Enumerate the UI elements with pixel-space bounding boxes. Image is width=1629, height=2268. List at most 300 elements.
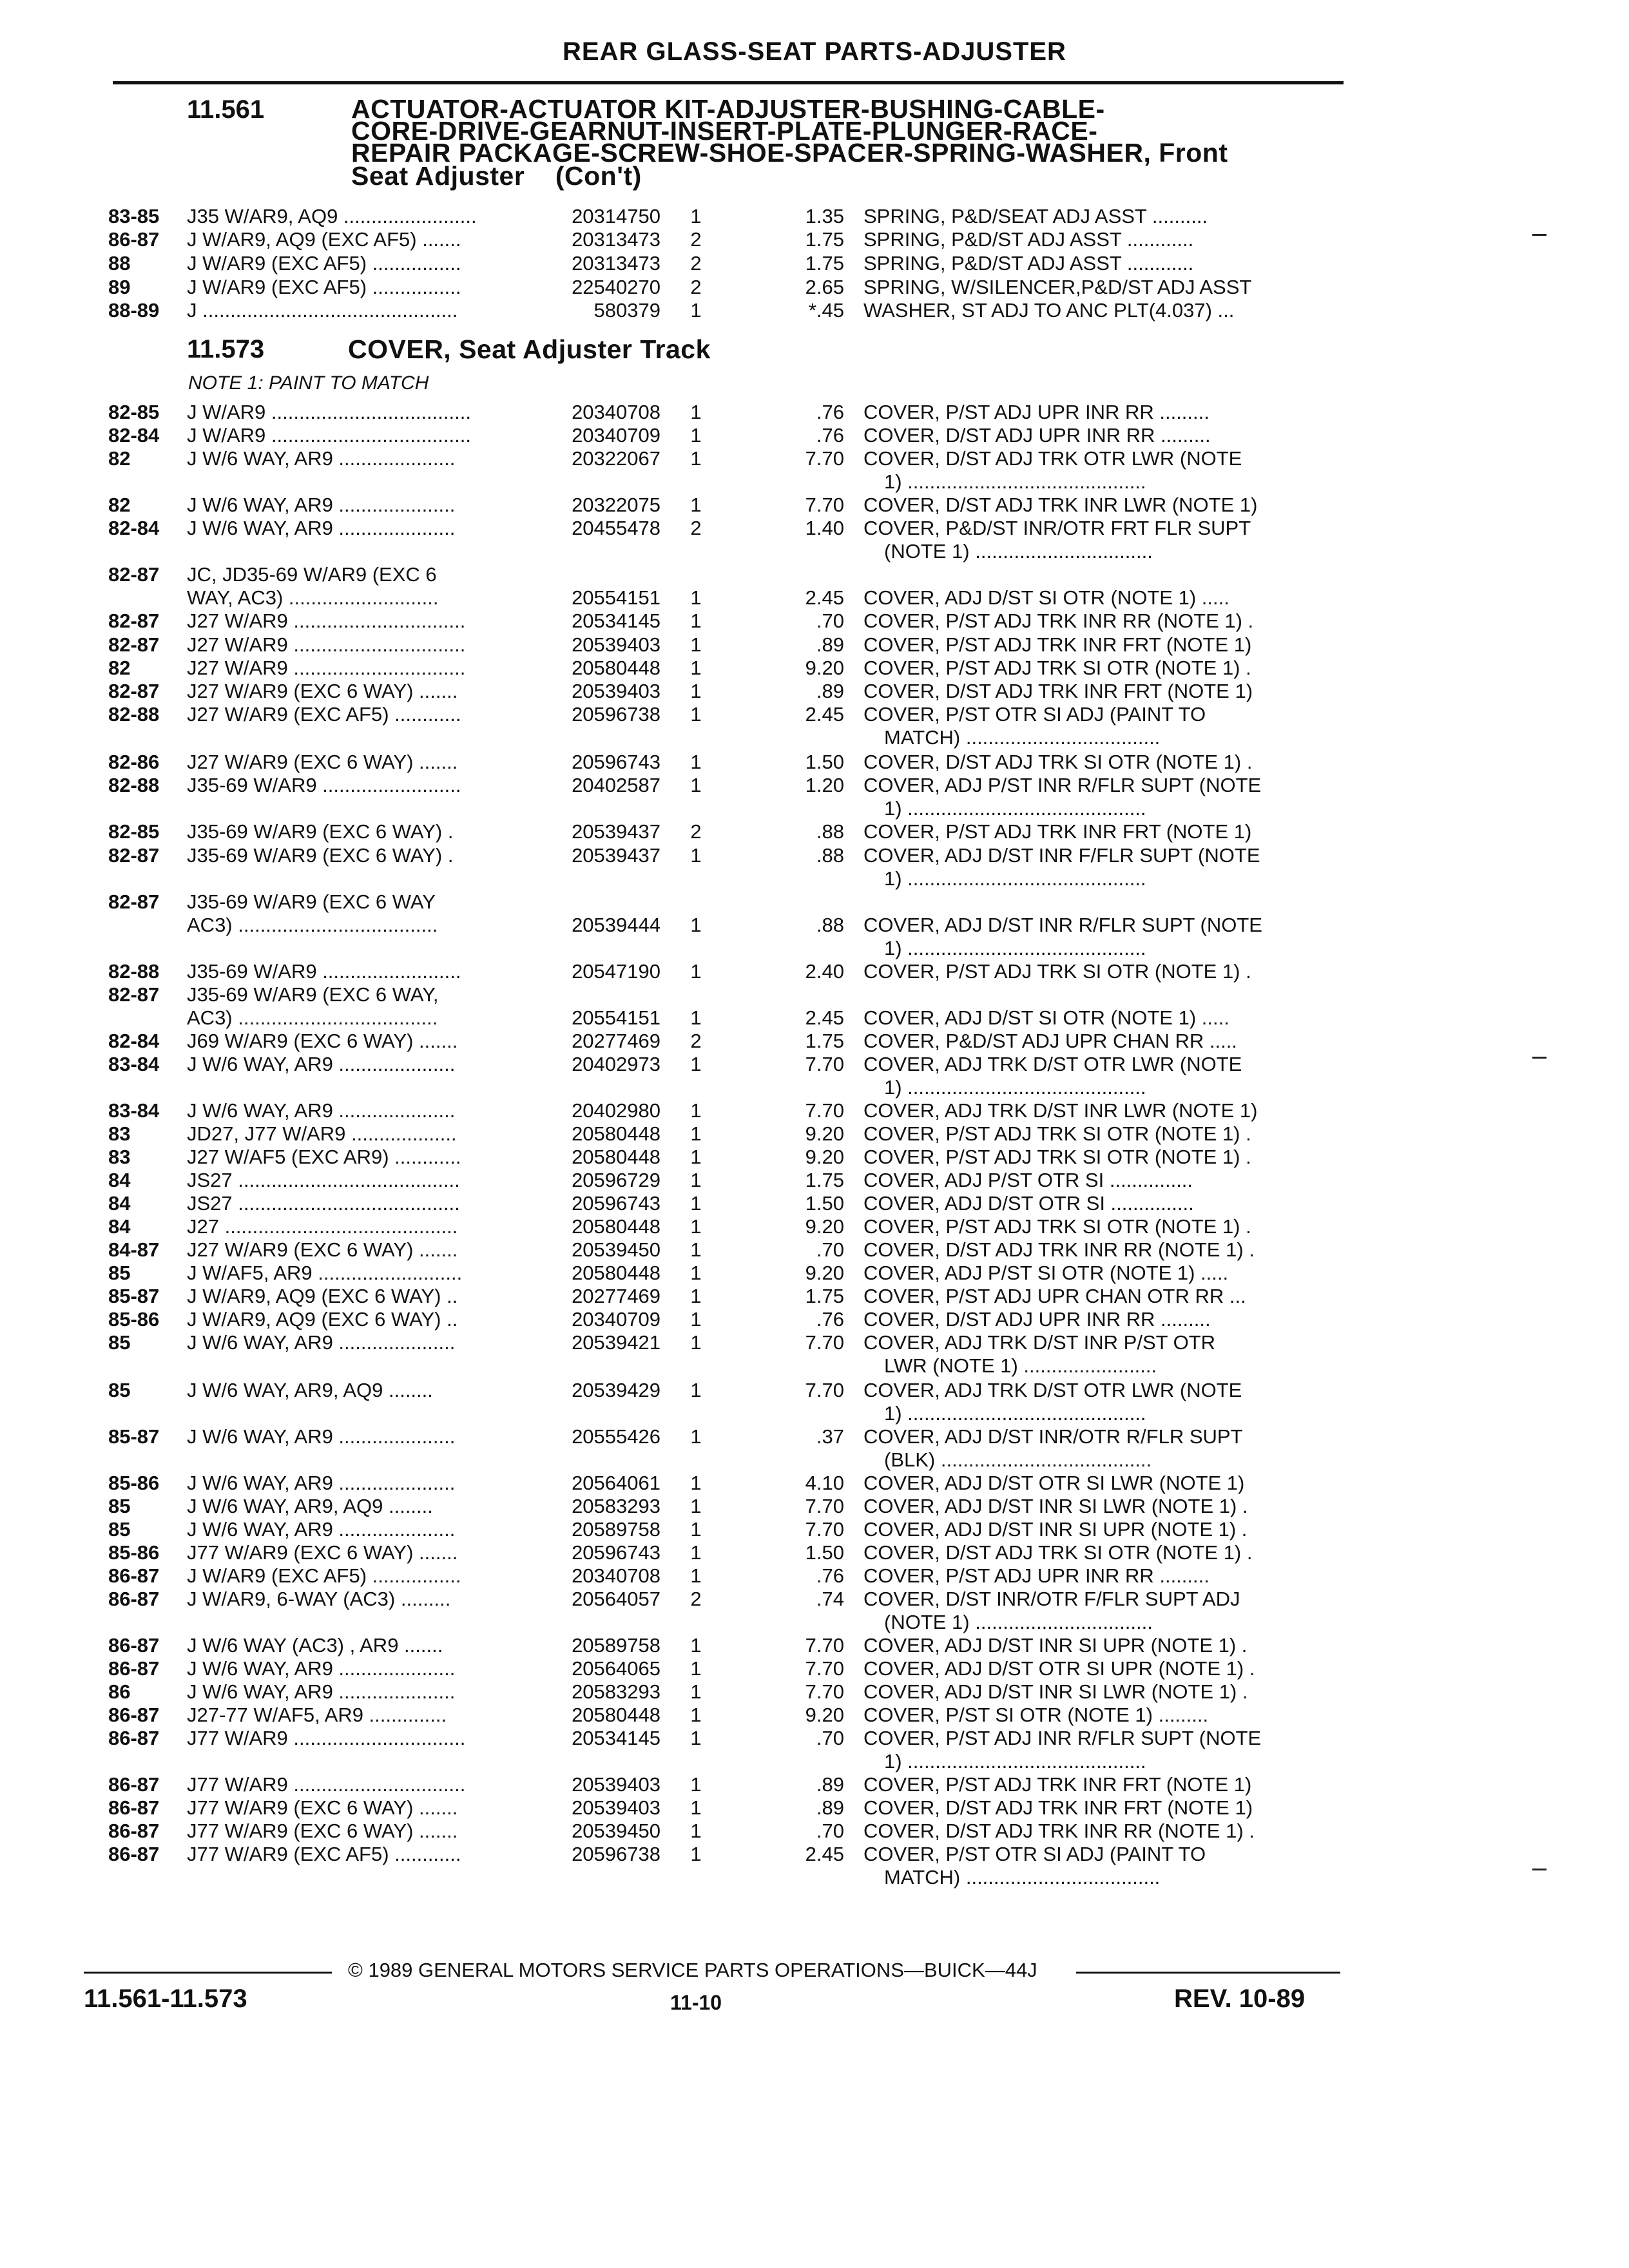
row-part-number: 20596738 [572, 703, 660, 726]
row-year: 85 [108, 1495, 131, 1517]
row-part-number: 20455478 [572, 517, 660, 539]
row-year: 83-84 [108, 1053, 160, 1075]
row-description: COVER, P/ST ADJ TRK INR FRT (NOTE 1) [863, 1773, 1252, 1796]
section-title-line: ACTUATOR-ACTUATOR KIT-ADJUSTER-BUSHING-CABLE- [351, 94, 1105, 124]
row-description-line: COVER, D/ST ADJ TRK OTR LWR (NOTE [863, 447, 1242, 470]
row-description-continuation: (NOTE 1) ................................ [884, 1611, 1153, 1633]
row-year: 86-87 [108, 1843, 160, 1865]
row-description [863, 844, 1340, 890]
row-model: J35-69 W/AR9 (EXC 6 WAY [187, 890, 436, 913]
row-year: 85-86 [108, 1541, 160, 1564]
row-quantity: 1 [690, 205, 702, 227]
row-price: .89 [816, 1796, 844, 1819]
row-part-number: 20564057 [572, 1588, 660, 1610]
row-price: 9.20 [805, 1262, 844, 1284]
row-quantity: 1 [690, 844, 702, 867]
row-description-line: COVER, ADJ D/ST INR F/FLR SUPT (NOTE [863, 844, 1260, 867]
row-year: 86-87 [108, 1796, 160, 1819]
row-description: COVER, D/ST ADJ UPR INR RR ......... [863, 424, 1211, 447]
row-description: COVER, ADJ D/ST INR SI UPR (NOTE 1) . [863, 1518, 1248, 1541]
footer-rule-right [1076, 1972, 1340, 1974]
row-year: 86-87 [108, 1634, 160, 1657]
row-quantity: 1 [690, 1843, 702, 1865]
row-price: 2.45 [805, 586, 844, 609]
row-model: J W/6 WAY, AR9, AQ9 ........ [187, 1495, 433, 1517]
row-quantity: 1 [690, 424, 702, 447]
row-year: 84-87 [108, 1238, 160, 1261]
row-description-continuation: 1) ........................................... [884, 797, 1146, 820]
row-description: COVER, D/ST ADJ TRK INR FRT (NOTE 1) [863, 680, 1253, 702]
row-year: 82-85 [108, 401, 160, 423]
row-price: .70 [816, 610, 844, 632]
row-year: 88 [108, 252, 131, 274]
row-year: 86-87 [108, 1704, 160, 1726]
row-description-line: COVER, P/ST ADJ INR R/FLR SUPT (NOTE [863, 1727, 1262, 1749]
row-quantity: 1 [690, 1146, 702, 1168]
row-model: J35 W/AR9, AQ9 ........................ [187, 205, 477, 227]
row-price: 1.40 [805, 517, 844, 539]
row-price: 9.20 [805, 1122, 844, 1145]
footer-rule-left [84, 1972, 332, 1974]
row-part-number: 20580448 [572, 1704, 660, 1726]
row-description-continuation: 1) ........................................... [884, 1076, 1146, 1099]
row-part-number: 20402980 [572, 1099, 660, 1122]
row-model: J W/AF5, AR9 .......................... [187, 1262, 463, 1284]
row-model: J W/6 WAY, AR9 ..................... [187, 494, 456, 516]
row-description: COVER, P/ST ADJ UPR INR RR ......... [863, 1564, 1210, 1587]
row-model: J W/6 WAY, AR9 ..................... [187, 1099, 456, 1122]
row-year: 82-84 [108, 517, 160, 539]
row-price: .70 [816, 1820, 844, 1842]
row-quantity: 1 [690, 774, 702, 796]
header-rule [113, 81, 1344, 84]
row-description-line: COVER, ADJ P/ST INR R/FLR SUPT (NOTE [863, 774, 1262, 796]
row-part-number: 20340708 [572, 401, 660, 423]
row-description [863, 1379, 1340, 1425]
row-quantity: 1 [690, 633, 702, 656]
row-description: COVER, ADJ D/ST INR SI LWR (NOTE 1) . [863, 1495, 1248, 1517]
row-price: .70 [816, 1238, 844, 1261]
row-description-line: COVER, P/ST OTR SI ADJ (PAINT TO [863, 1843, 1206, 1865]
margin-mark [1532, 1869, 1547, 1870]
row-model: J27 W/AR9 ............................... [187, 610, 466, 632]
row-model: J77 W/AR9 (EXC AF5) ............ [187, 1843, 461, 1865]
margin-mark [1532, 1057, 1547, 1059]
row-part-number: 20554151 [572, 586, 660, 609]
row-price: 1.75 [805, 1285, 844, 1307]
row-part-number: 20402587 [572, 774, 660, 796]
row-part-number: 20539429 [572, 1379, 660, 1401]
row-model: J27 W/AR9 (EXC AF5) ............ [187, 703, 461, 726]
row-description: COVER, D/ST ADJ TRK SI OTR (NOTE 1) . [863, 1541, 1253, 1564]
row-model: J35-69 W/AR9 (EXC 6 WAY) . [187, 820, 454, 843]
row-part-number: 20596729 [572, 1169, 660, 1191]
section-number: 11.561 [187, 95, 265, 124]
row-price: .88 [816, 844, 844, 867]
row-quantity: 1 [690, 1680, 702, 1703]
row-quantity: 1 [690, 1331, 702, 1354]
row-price: .76 [816, 1564, 844, 1587]
row-part-number: 20539403 [572, 633, 660, 656]
row-part-number: 20314750 [572, 205, 660, 227]
row-price: 7.70 [805, 1379, 844, 1401]
row-part-number: 20402973 [572, 1053, 660, 1075]
row-description-continuation: LWR (NOTE 1) ........................ [884, 1354, 1157, 1377]
row-year: 85 [108, 1331, 131, 1354]
row-year: 86-87 [108, 1588, 160, 1610]
row-description: COVER, P/ST ADJ TRK SI OTR (NOTE 1) . [863, 1146, 1251, 1168]
row-price: .88 [816, 914, 844, 936]
row-model: J W/AR9, AQ9 (EXC AF5) ....... [187, 228, 461, 251]
row-model: J27 W/AR9 (EXC 6 WAY) ....... [187, 751, 458, 773]
row-price: 9.20 [805, 1146, 844, 1168]
row-quantity: 1 [690, 447, 702, 470]
row-model: J35-69 W/AR9 (EXC 6 WAY, [187, 983, 439, 1006]
row-part-number: 20539437 [572, 820, 660, 843]
row-year: 82-87 [108, 610, 160, 632]
row-quantity: 1 [690, 1704, 702, 1726]
row-year: 84 [108, 1192, 131, 1215]
row-description-continuation: 1) ........................................... [884, 1402, 1146, 1425]
row-description [863, 1843, 1340, 1889]
row-description [863, 1331, 1340, 1378]
row-part-number: 20580448 [572, 1122, 660, 1145]
row-year: 83 [108, 1146, 131, 1168]
row-model: AC3) .................................... [187, 1006, 438, 1029]
row-model: J27 W/AR9 ............................... [187, 633, 466, 656]
row-description-line: COVER, P&D/ST INR/OTR FRT FLR SUPT [863, 517, 1251, 539]
row-description: SPRING, W/SILENCER,P&D/ST ADJ ASST [863, 276, 1252, 298]
row-year: 85 [108, 1379, 131, 1401]
row-quantity: 1 [690, 1495, 702, 1517]
row-model: J77 W/AR9 ............................... [187, 1727, 466, 1749]
row-year: 85-86 [108, 1308, 160, 1331]
row-part-number: 20322067 [572, 447, 660, 470]
row-description: COVER, ADJ P/ST OTR SI ............... [863, 1169, 1193, 1191]
row-model: J77 W/AR9 ............................... [187, 1773, 466, 1796]
row-price: .89 [816, 1773, 844, 1796]
row-description: COVER, D/ST ADJ TRK INR RR (NOTE 1) . [863, 1238, 1255, 1261]
row-quantity: 1 [690, 401, 702, 423]
row-quantity: 1 [690, 299, 702, 322]
row-model: JD27, J77 W/AR9 ................... [187, 1122, 457, 1145]
row-description: COVER, D/ST ADJ TRK SI OTR (NOTE 1) . [863, 751, 1253, 773]
row-description: COVER, P/ST ADJ TRK INR RR (NOTE 1) . [863, 610, 1254, 632]
row-description-continuation: MATCH) ................................... [884, 1866, 1161, 1888]
row-description: COVER, ADJ D/ST OTR SI UPR (NOTE 1) . [863, 1657, 1255, 1680]
row-model: J W/AR9 (EXC AF5) ................ [187, 1564, 461, 1587]
row-quantity: 1 [690, 703, 702, 726]
row-quantity: 1 [690, 586, 702, 609]
row-model: J77 W/AR9 (EXC 6 WAY) ....... [187, 1796, 458, 1819]
row-model: J W/6 WAY, AR9 ..................... [187, 1657, 456, 1680]
row-description-continuation: 1) ........................................... [884, 470, 1146, 493]
row-description-line: COVER, D/ST INR/OTR F/FLR SUPT ADJ [863, 1588, 1240, 1610]
row-description: COVER, D/ST ADJ TRK INR LWR (NOTE 1) [863, 494, 1258, 516]
row-part-number: 20596738 [572, 1843, 660, 1865]
row-year: 86-87 [108, 1657, 160, 1680]
row-quantity: 2 [690, 276, 702, 298]
row-year: 82-85 [108, 820, 160, 843]
row-price: 1.75 [805, 1169, 844, 1191]
row-part-number: 20539403 [572, 1796, 660, 1819]
row-model: J27 W/AR9 (EXC 6 WAY) ....... [187, 680, 458, 702]
row-model: J W/6 WAY, AR9 ..................... [187, 1331, 456, 1354]
row-model: J W/6 WAY, AR9 ..................... [187, 1053, 456, 1075]
row-quantity: 1 [690, 1308, 702, 1331]
row-quantity: 1 [690, 680, 702, 702]
row-model: JS27 ........................................ [187, 1169, 460, 1191]
row-model: J W/AR9 .................................... [187, 401, 471, 423]
row-price: 9.20 [805, 1215, 844, 1238]
row-year: 86 [108, 1680, 131, 1703]
row-year: 84 [108, 1169, 131, 1191]
row-model: J W/6 WAY, AR9 ..................... [187, 1425, 456, 1448]
row-model: J W/AR9 (EXC AF5) ................ [187, 276, 461, 298]
section-title-line: COVER, Seat Adjuster Track [348, 334, 711, 364]
row-part-number: 20596743 [572, 1541, 660, 1564]
row-price: 7.70 [805, 447, 844, 470]
row-price: .76 [816, 424, 844, 447]
row-price: *.45 [808, 299, 844, 322]
row-part-number: 20539450 [572, 1820, 660, 1842]
row-quantity: 1 [690, 1518, 702, 1541]
row-description [863, 1053, 1340, 1099]
row-model: J27 W/AR9 ............................... [187, 657, 466, 679]
row-quantity: 1 [690, 1425, 702, 1448]
row-price: .89 [816, 633, 844, 656]
footer-page-number: 11-10 [670, 1991, 722, 2014]
row-price: .76 [816, 1308, 844, 1331]
row-quantity: 2 [690, 228, 702, 251]
row-description [863, 1425, 1340, 1472]
row-year: 82-87 [108, 563, 160, 586]
row-price: 1.20 [805, 774, 844, 796]
row-part-number: 20539450 [572, 1238, 660, 1261]
row-part-number: 20277469 [572, 1030, 660, 1052]
row-description-line: COVER, ADJ TRK D/ST INR P/ST OTR [863, 1331, 1216, 1354]
row-model: JS27 ........................................ [187, 1192, 460, 1215]
row-year: 83-84 [108, 1099, 160, 1122]
row-model: J27 .......................................... [187, 1215, 458, 1238]
row-part-number: 20313473 [572, 228, 660, 251]
row-description: COVER, D/ST ADJ TRK INR RR (NOTE 1) . [863, 1820, 1255, 1842]
row-price: 7.70 [805, 1680, 844, 1703]
row-year: 85 [108, 1262, 131, 1284]
row-quantity: 1 [690, 1773, 702, 1796]
row-price: 7.70 [805, 1518, 844, 1541]
row-part-number: 20580448 [572, 1146, 660, 1168]
row-year: 82-87 [108, 890, 160, 913]
row-year: 83-85 [108, 205, 160, 227]
row-price: 2.45 [805, 703, 844, 726]
row-description: COVER, D/ST ADJ TRK INR FRT (NOTE 1) [863, 1796, 1253, 1819]
row-year: 86-87 [108, 1564, 160, 1587]
row-description: COVER, D/ST ADJ UPR INR RR ......... [863, 1308, 1211, 1331]
row-model: J W/6 WAY, AR9 ..................... [187, 1472, 456, 1494]
row-description: COVER, ADJ TRK D/ST INR LWR (NOTE 1) [863, 1099, 1258, 1122]
row-description: COVER, ADJ D/ST OTR SI ............... [863, 1192, 1194, 1215]
row-part-number: 20539444 [572, 914, 660, 936]
row-part-number: 20340709 [572, 1308, 660, 1331]
row-year: 82-88 [108, 774, 160, 796]
row-part-number: 20554151 [572, 1006, 660, 1029]
row-price: 2.65 [805, 276, 844, 298]
row-description-line: COVER, ADJ D/ST INR/OTR R/FLR SUPT [863, 1425, 1243, 1448]
row-part-number: 20534145 [572, 1727, 660, 1749]
row-part-number: 20277469 [572, 1285, 660, 1307]
footer-section-range: 11.561-11.573 [84, 1984, 247, 2013]
row-price: 7.70 [805, 1634, 844, 1657]
row-year: 88-89 [108, 299, 160, 322]
row-price: 9.20 [805, 1704, 844, 1726]
row-quantity: 1 [690, 1262, 702, 1284]
row-quantity: 1 [690, 657, 702, 679]
row-year: 82-87 [108, 844, 160, 867]
row-quantity: 1 [690, 1634, 702, 1657]
row-description: COVER, ADJ D/ST SI OTR (NOTE 1) ..... [863, 586, 1229, 609]
row-year: 83 [108, 1122, 131, 1145]
section-note: NOTE 1: PAINT TO MATCH [188, 372, 429, 394]
row-year: 82-86 [108, 751, 160, 773]
row-model: J W/AR9 .................................... [187, 424, 471, 447]
row-price: 1.50 [805, 1541, 844, 1564]
row-model: AC3) .................................... [187, 914, 438, 936]
row-model: J77 W/AR9 (EXC 6 WAY) ....... [187, 1541, 458, 1564]
row-year: 82-87 [108, 983, 160, 1006]
row-part-number: 20539403 [572, 680, 660, 702]
row-quantity: 1 [690, 1238, 702, 1261]
row-description [863, 703, 1340, 749]
row-description: SPRING, P&D/ST ADJ ASST ............ [863, 228, 1194, 251]
row-price: .74 [816, 1588, 844, 1610]
row-quantity: 1 [690, 1727, 702, 1749]
row-part-number: 20340709 [572, 424, 660, 447]
row-model: J W/6 WAY, AR9 ..................... [187, 517, 456, 539]
row-model: J69 W/AR9 (EXC 6 WAY) ....... [187, 1030, 458, 1052]
row-description-continuation: (NOTE 1) ................................ [884, 540, 1153, 562]
row-description [863, 1588, 1340, 1634]
row-model: J27-77 W/AF5, AR9 .............. [187, 1704, 447, 1726]
row-model: J35-69 W/AR9 ......................... [187, 960, 461, 983]
row-price: 1.50 [805, 1192, 844, 1215]
row-quantity: 1 [690, 1820, 702, 1842]
row-year: 82-84 [108, 424, 160, 447]
row-price: 7.70 [805, 1495, 844, 1517]
row-description: COVER, P/ST ADJ TRK SI OTR (NOTE 1) . [863, 1215, 1251, 1238]
row-part-number: 20589758 [572, 1518, 660, 1541]
row-year: 86-87 [108, 1773, 160, 1796]
row-description: COVER, P/ST ADJ TRK SI OTR (NOTE 1) . [863, 960, 1251, 983]
row-description: SPRING, P&D/SEAT ADJ ASST .......... [863, 205, 1208, 227]
row-description: COVER, ADJ P/ST SI OTR (NOTE 1) ..... [863, 1262, 1229, 1284]
row-description: COVER, ADJ D/ST OTR SI LWR (NOTE 1) [863, 1472, 1245, 1494]
row-year: 82-88 [108, 960, 160, 983]
row-model: J .............................................. [187, 299, 458, 322]
row-description: WASHER, ST ADJ TO ANC PLT(4.037) ... [863, 299, 1235, 322]
row-quantity: 1 [690, 1657, 702, 1680]
row-description-line: COVER, ADJ TRK D/ST OTR LWR (NOTE [863, 1379, 1242, 1401]
row-description-continuation: 1) ........................................... [884, 937, 1146, 959]
row-part-number: 20322075 [572, 494, 660, 516]
row-year: 82 [108, 447, 131, 470]
row-year: 82-87 [108, 680, 160, 702]
row-quantity: 1 [690, 960, 702, 983]
row-part-number: 20564061 [572, 1472, 660, 1494]
row-price: 7.70 [805, 1331, 844, 1354]
row-quantity: 2 [690, 820, 702, 843]
row-model: J W/6 WAY, AR9 ..................... [187, 1518, 456, 1541]
row-price: 4.10 [805, 1472, 844, 1494]
row-year: 86-87 [108, 228, 160, 251]
row-model: JC, JD35-69 W/AR9 (EXC 6 [187, 563, 437, 586]
row-quantity: 2 [690, 252, 702, 274]
row-price: 2.45 [805, 1006, 844, 1029]
row-price: 7.70 [805, 1099, 844, 1122]
page-header: REAR GLASS-SEAT PARTS-ADJUSTER [563, 37, 1066, 66]
row-quantity: 1 [690, 1379, 702, 1401]
section-title-line: CORE-DRIVE-GEARNUT-INSERT-PLATE-PLUNGER-RACE- [351, 116, 1098, 146]
row-price: .37 [816, 1425, 844, 1448]
row-year: 86-87 [108, 1820, 160, 1842]
row-year: 82-88 [108, 703, 160, 726]
row-model: J W/AR9 (EXC AF5) ................ [187, 252, 461, 274]
margin-mark [1532, 234, 1547, 236]
row-quantity: 2 [690, 1588, 702, 1610]
row-price: .70 [816, 1727, 844, 1749]
row-quantity: 1 [690, 1472, 702, 1494]
row-description: COVER, P/ST SI OTR (NOTE 1) ......... [863, 1704, 1209, 1726]
row-part-number: 20539437 [572, 844, 660, 867]
row-quantity: 2 [690, 1030, 702, 1052]
row-year: 85-87 [108, 1425, 160, 1448]
section-title-line: Seat Adjuster (Con't) [351, 161, 642, 191]
row-quantity: 1 [690, 751, 702, 773]
row-year: 86-87 [108, 1727, 160, 1749]
row-quantity: 1 [690, 610, 702, 632]
row-description [863, 774, 1340, 820]
row-price: 7.70 [805, 1053, 844, 1075]
row-quantity: 1 [690, 1099, 702, 1122]
row-description [863, 447, 1340, 494]
row-part-number: 20580448 [572, 1262, 660, 1284]
row-model: J77 W/AR9 (EXC 6 WAY) ....... [187, 1820, 458, 1842]
section-title-line: REPAIR PACKAGE-SCREW-SHOE-SPACER-SPRING-WASHER, Front [351, 138, 1228, 168]
row-quantity: 1 [690, 1541, 702, 1564]
row-description-continuation: (BLK) ...................................... [884, 1448, 1152, 1471]
row-part-number: 20539403 [572, 1773, 660, 1796]
row-model: J27 W/AR9 (EXC 6 WAY) ....... [187, 1238, 458, 1261]
row-price: 1.75 [805, 252, 844, 274]
row-part-number: 20340708 [572, 1564, 660, 1587]
row-quantity: 1 [690, 1053, 702, 1075]
row-part-number: 20596743 [572, 1192, 660, 1215]
row-year: 84 [108, 1215, 131, 1238]
row-description [863, 517, 1340, 563]
row-description-continuation: 1) ........................................... [884, 867, 1146, 890]
row-part-number: 20539421 [572, 1331, 660, 1354]
row-description-line: COVER, ADJ D/ST INR R/FLR SUPT (NOTE [863, 914, 1262, 936]
row-description: COVER, ADJ D/ST INR SI LWR (NOTE 1) . [863, 1680, 1248, 1703]
row-model: J W/6 WAY, AR9 ..................... [187, 1680, 456, 1703]
row-price: 1.35 [805, 205, 844, 227]
row-price: 7.70 [805, 1657, 844, 1680]
row-description: COVER, ADJ D/ST SI OTR (NOTE 1) ..... [863, 1006, 1229, 1029]
row-year: 82-84 [108, 1030, 160, 1052]
row-description: COVER, ADJ D/ST INR SI UPR (NOTE 1) . [863, 1634, 1248, 1657]
row-description [863, 914, 1340, 960]
row-model: J W/AR9, 6-WAY (AC3) ......... [187, 1588, 451, 1610]
